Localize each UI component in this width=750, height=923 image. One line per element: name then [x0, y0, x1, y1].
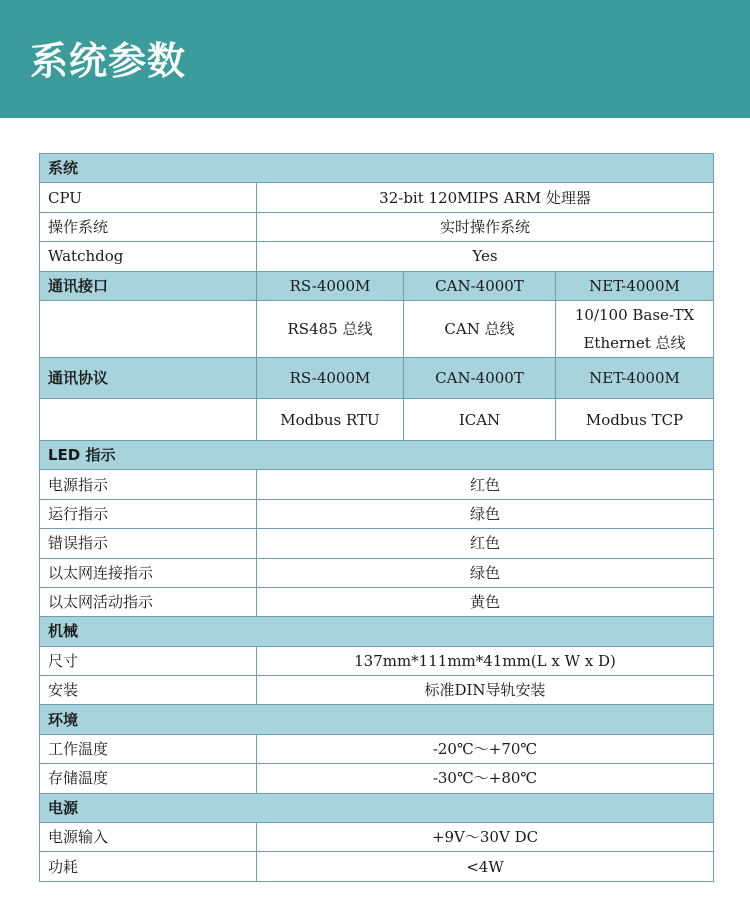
model-cell: NET-4000M: [556, 357, 714, 399]
section-header-led: [40, 440, 714, 469]
row-value: +9V～30V DC: [257, 823, 714, 852]
section-header-environment: [40, 705, 714, 734]
row-label: 电源指示: [40, 470, 257, 499]
row-label: 运行指示: [40, 499, 257, 528]
table-row: [40, 764, 714, 793]
row-value: -20℃～+70℃: [257, 734, 714, 763]
section-header-mechanical: [40, 617, 714, 646]
row-value: 137mm*111mm*41mm(L x W x D): [257, 646, 714, 675]
row-value: ICAN: [404, 399, 556, 441]
row-label: CPU: [40, 183, 257, 212]
model-cell: CAN-4000T: [404, 357, 556, 399]
section-title: 机械: [40, 617, 714, 646]
section-title: 通讯接口: [40, 271, 257, 300]
model-cell: RS-4000M: [257, 271, 404, 300]
page-title: 系统参数: [30, 39, 187, 83]
model-cell: RS-4000M: [257, 357, 404, 399]
row-value: Yes: [257, 242, 714, 271]
model-cell: CAN-4000T: [404, 271, 556, 300]
row-value: 红色: [257, 529, 714, 558]
row-value: <4W: [257, 852, 714, 881]
table-row: [40, 529, 714, 558]
table-row: [40, 470, 714, 499]
table-row: [40, 183, 714, 212]
model-cell: NET-4000M: [556, 271, 714, 300]
row-label: 工作温度: [40, 734, 257, 763]
row-label: 操作系统: [40, 212, 257, 241]
row-value: CAN 总线: [404, 300, 556, 357]
table-row: [40, 823, 714, 852]
table-row: [40, 558, 714, 587]
table-row: [40, 676, 714, 705]
row-label: 存储温度: [40, 764, 257, 793]
row-label-empty: [40, 399, 257, 441]
row-value: 标准DIN导轨安装: [257, 676, 714, 705]
title-banner: [0, 0, 750, 118]
row-label: 错误指示: [40, 529, 257, 558]
row-value: 32-bit 120MIPS ARM 处理器: [257, 183, 714, 212]
section-header-power: [40, 793, 714, 822]
row-value: 黄色: [257, 587, 714, 616]
section-header-comm-interface: [40, 271, 714, 300]
row-label: 以太网活动指示: [40, 587, 257, 616]
row-value: -30℃～+80℃: [257, 764, 714, 793]
row-label-empty: [40, 300, 257, 357]
row-value-line: 10/100 Base-TX: [574, 305, 695, 324]
section-header-comm-protocol: [40, 357, 714, 399]
row-value: RS485 总线: [257, 300, 404, 357]
table-row: [40, 852, 714, 881]
row-value: 实时操作系统: [257, 212, 714, 241]
row-label: Watchdog: [40, 242, 257, 271]
table-row: [40, 300, 714, 357]
row-value-multiline: [556, 300, 714, 357]
section-title: 系统: [40, 154, 714, 183]
table-row: [40, 399, 714, 441]
row-value: Modbus RTU: [257, 399, 404, 441]
row-value: 绿色: [257, 499, 714, 528]
table-row: [40, 242, 714, 271]
system-parameters-table: [39, 153, 714, 882]
table-row: [40, 587, 714, 616]
row-value: Modbus TCP: [556, 399, 714, 441]
section-title: 电源: [40, 793, 714, 822]
section-header-system: [40, 154, 714, 183]
table-row: [40, 734, 714, 763]
section-title: 通讯协议: [40, 357, 257, 399]
section-title: LED 指示: [40, 440, 714, 469]
row-label: 电源输入: [40, 823, 257, 852]
row-label: 功耗: [40, 852, 257, 881]
table-row: [40, 646, 714, 675]
row-label: 尺寸: [40, 646, 257, 675]
table-row: [40, 499, 714, 528]
section-title: 环境: [40, 705, 714, 734]
row-value: 红色: [257, 470, 714, 499]
row-value-line: Ethernet 总线: [583, 333, 686, 352]
row-value: 绿色: [257, 558, 714, 587]
table-row: [40, 212, 714, 241]
row-label: 安装: [40, 676, 257, 705]
row-label: 以太网连接指示: [40, 558, 257, 587]
